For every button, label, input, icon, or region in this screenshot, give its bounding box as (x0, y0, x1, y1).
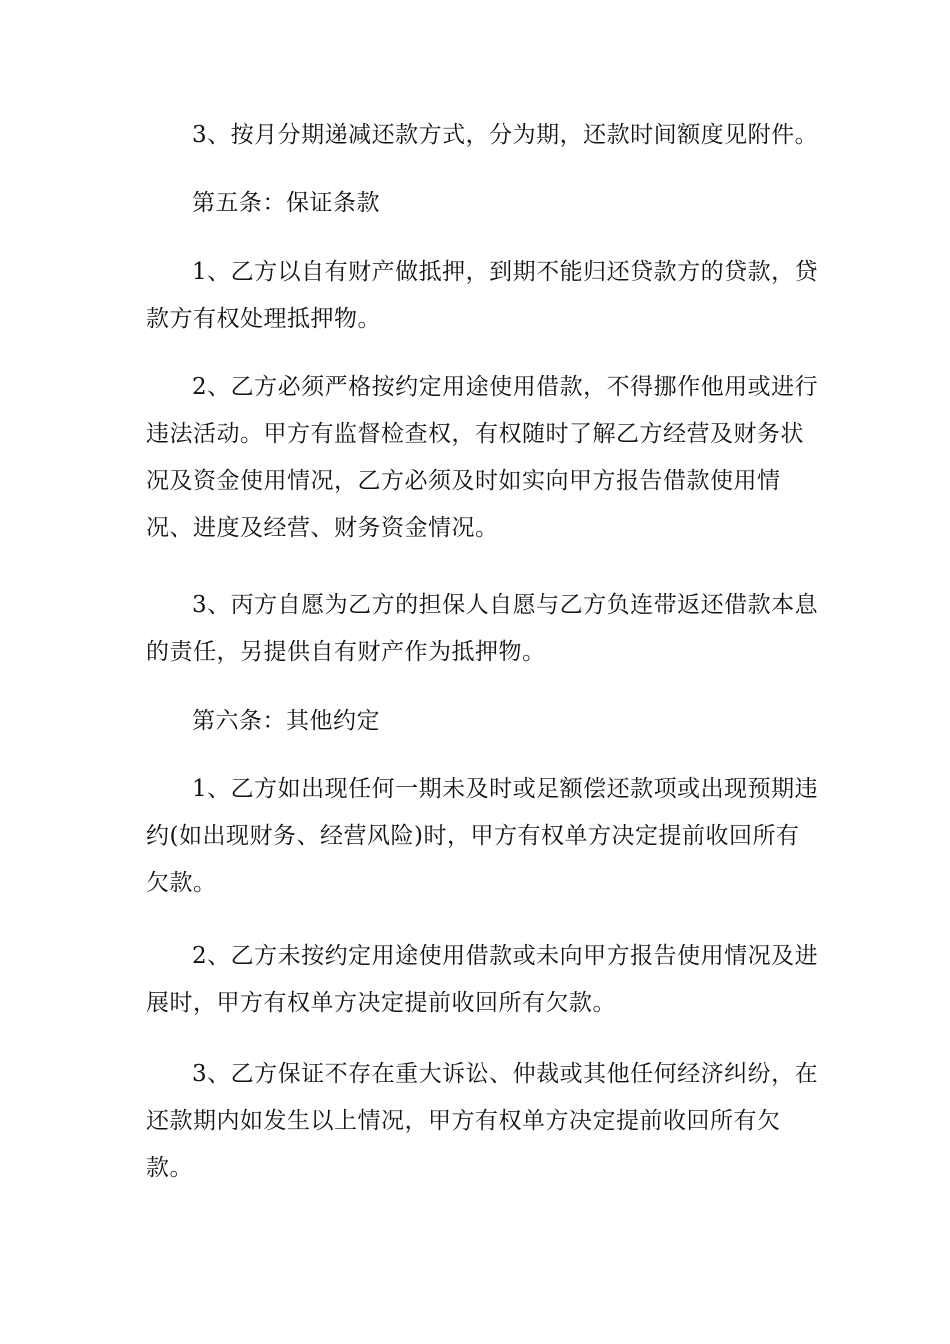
paragraph-collateral (146, 249, 822, 343)
paragraph-text: 2、乙方未按约定用途使用借款或未向甲方报告使用情况及进展时，甲方有权单方决定提前收回所有欠款。 (146, 943, 819, 1016)
paragraph-repayment-method (146, 112, 822, 159)
paragraph-text: 2、乙方必须严格按约定用途使用借款，不得挪作他用或进行违法活动。甲方有监督检查权，有权随时了解乙方经营及财务状况及资金使用情况，乙方必须及时如实向甲方报告借款使用情况、进度及经营、财务资金情况。 (146, 374, 819, 541)
paragraph-text: 1、乙方以自有财产做抵押，到期不能归还贷款方的贷款，贷款方有权处理抵押物。 (146, 259, 819, 332)
paragraph-text: 3、乙方保证不存在重大诉讼、仲裁或其他任何经济纠纷，在还款期内如发生以上情况，甲方有权单方决定提前收回所有欠款。 (146, 1061, 819, 1181)
paragraph-default-clause (146, 766, 822, 907)
paragraph-text: 1、乙方如出现任何一期未及时或足额偿还款项或出现预期违约(如出现财务、经营风险)时，甲方有权单方决定提前收回所有欠款。 (146, 776, 819, 896)
paragraph-text: 3、按月分期递减还款方式，分为期，还款时间额度见附件。 (192, 122, 819, 148)
section-heading-article-6: 第六条：其他约定 (192, 708, 380, 734)
paragraph-guarantor (146, 582, 822, 676)
paragraph-loan-usage (146, 364, 822, 552)
paragraph-litigation-clause (146, 1051, 822, 1192)
paragraph-text: 3、丙方自愿为乙方的担保人自愿与乙方负连带返还借款本息的责任，另提供自有财产作为抵押物。 (146, 592, 819, 665)
section-heading-article-5: 第五条：保证条款 (192, 190, 380, 216)
paragraph-report-clause (146, 933, 822, 1027)
